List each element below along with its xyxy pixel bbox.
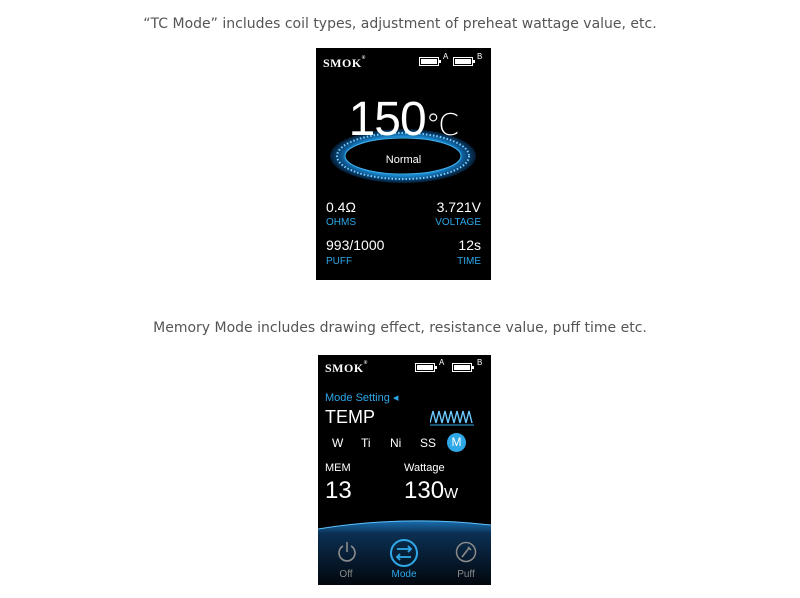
mem-label: MEM [325, 462, 351, 474]
battery-a-label: A [443, 52, 449, 61]
time-value: 12s [458, 237, 481, 253]
memory-mode-caption: Memory Mode includes drawing effect, resistance value, puff time etc. [153, 320, 647, 336]
battery-b-icon [452, 363, 472, 372]
battery-a-icon [419, 57, 439, 66]
puff-label: PUFF [326, 256, 353, 267]
wattage-label: Wattage [404, 462, 445, 474]
brand-logo: SMOK® [323, 56, 366, 70]
coil-wave-icon [430, 409, 474, 427]
battery-b-icon [453, 57, 473, 66]
voltage-value: 3.721V [436, 199, 481, 215]
nav-puff[interactable]: Puff [457, 569, 475, 580]
ohms-value: 0.4Ω [326, 199, 356, 215]
mode-switch-icon[interactable] [389, 538, 419, 568]
brand-logo: SMOK® [325, 361, 368, 375]
coil-m-selected[interactable]: M [447, 433, 466, 452]
coil-ni[interactable]: Ni [390, 436, 402, 450]
puff-icon[interactable] [455, 541, 477, 563]
wattage-value: 130W [404, 477, 459, 504]
tc-mode-screen [316, 48, 491, 280]
mode-setting-link[interactable]: Mode Setting ◂ [325, 392, 399, 404]
nav-mode[interactable]: Mode [391, 569, 417, 580]
battery-b-label: B [477, 358, 483, 367]
puff-value: 993/1000 [326, 237, 385, 253]
power-icon[interactable] [337, 541, 357, 563]
nav-off[interactable]: Off [339, 569, 353, 580]
time-label: TIME [457, 256, 481, 267]
battery-b-label: B [477, 52, 483, 61]
coil-w[interactable]: W [332, 436, 344, 450]
coil-ti[interactable]: Ti [361, 436, 371, 450]
tc-mode-caption: “TC Mode” includes coil types, adjustment of preheat wattage value, etc. [143, 16, 657, 32]
mem-value: 13 [325, 477, 352, 504]
voltage-label: VOLTAGE [435, 217, 481, 228]
memory-mode-screen [318, 355, 491, 585]
mode-type: TEMP [325, 407, 376, 427]
battery-a-icon [415, 363, 435, 372]
ohms-label: OHMS [326, 217, 356, 228]
mode-name: Normal [385, 154, 422, 166]
temperature-value: 150℃ [348, 93, 459, 146]
battery-a-label: A [439, 358, 445, 367]
coil-ss[interactable]: SS [420, 436, 437, 450]
